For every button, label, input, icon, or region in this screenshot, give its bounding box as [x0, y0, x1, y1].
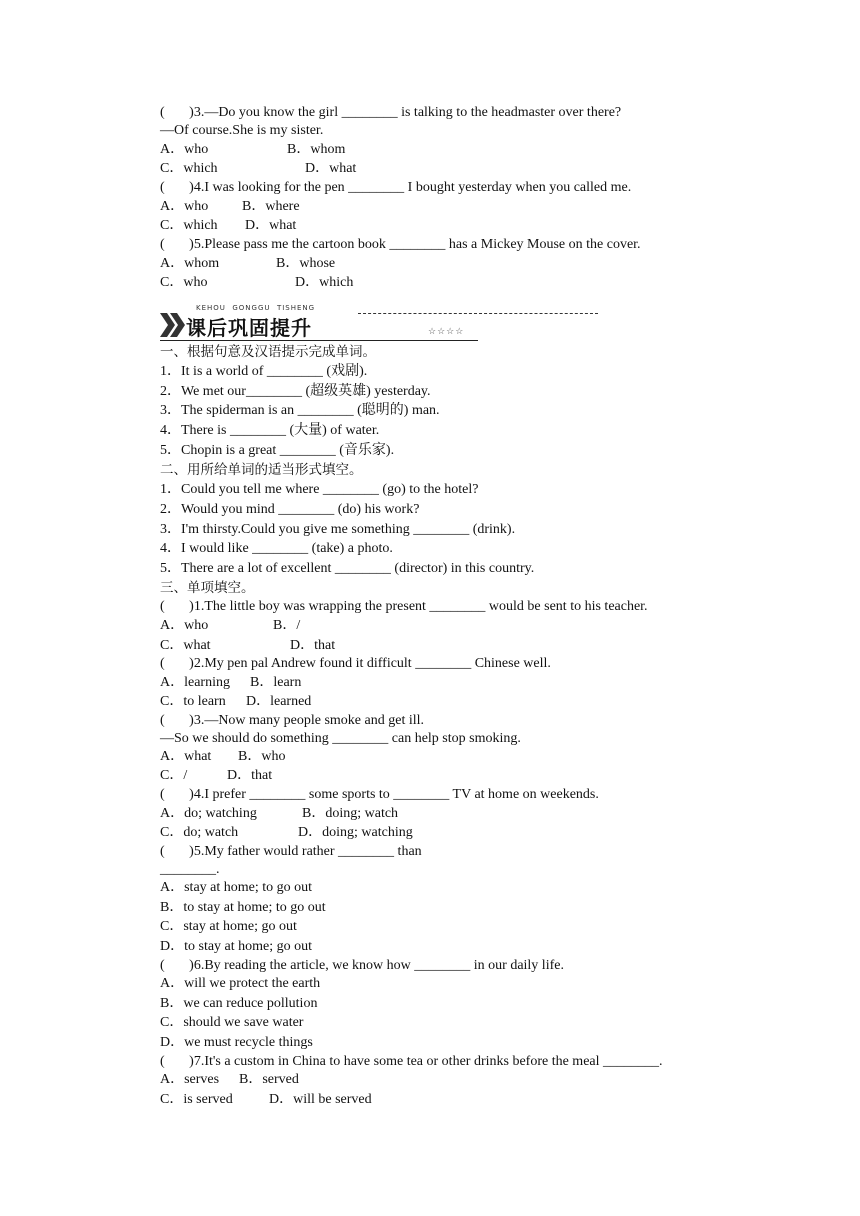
section-1-item-3: 3．The spiderman is an ________ (聪明的) man.	[160, 403, 440, 418]
s3-question-3-stem: ( )3.—Now many people smoke and get ill.	[160, 713, 425, 728]
option-a[interactable]: A．who	[160, 618, 209, 633]
option-a[interactable]: A．who	[160, 142, 209, 157]
option-c[interactable]: C．/	[160, 768, 188, 783]
section-1-item-2: 2．We met our________ (超级英雄) yesterday.	[160, 384, 431, 399]
s3-question-2-stem: ( )2.My pen pal Andrew found it difficult ________ Chinese well.	[160, 656, 551, 671]
option-c[interactable]: C．what	[160, 638, 211, 653]
option-d[interactable]: D．will be served	[269, 1092, 372, 1107]
option-b[interactable]: B．served	[239, 1072, 299, 1087]
question-3-stem: ( )3.—Do you know the girl ________ is talking to the headmaster over there?	[160, 105, 622, 120]
section-2-item-5: 5．There are a lot of excellent ________ (director) in this country.	[160, 561, 535, 576]
section-banner	[160, 304, 480, 344]
option-c[interactable]: C．do; watch	[160, 825, 239, 840]
option-d[interactable]: D．we must recycle things	[160, 1035, 313, 1050]
option-a[interactable]: A．learning	[160, 675, 230, 690]
s3-question-1-stem: ( )1.The little boy was wrapping the present ________ would be sent to his teacher.	[160, 599, 648, 614]
s3-question-4-stem: ( )4.I prefer ________ some sports to ________ TV at home on weekends.	[160, 787, 599, 802]
s3-question-5-stem: ( )5.My father would rather ________ than	[160, 844, 422, 859]
option-a[interactable]: A．do; watching	[160, 806, 257, 821]
option-a[interactable]: A．serves	[160, 1072, 220, 1087]
section-1-item-1: 1．It is a world of ________ (戏剧).	[160, 364, 368, 379]
question-3-dialogue: —Of course.She is my sister.	[160, 123, 324, 138]
option-d[interactable]: D．what	[305, 161, 357, 176]
option-c[interactable]: C．should we save water	[160, 1015, 304, 1030]
banner-underline	[160, 340, 478, 341]
double-chevron-icon	[160, 312, 186, 338]
section-2-item-1: 1．Could you tell me where ________ (go) to the hotel?	[160, 482, 479, 497]
s3-question-6-stem: ( )6.By reading the article, we know how ________ in our daily life.	[160, 958, 564, 973]
section-1-item-4: 4．There is ________ (大量) of water.	[160, 423, 380, 438]
option-b[interactable]: B．learn	[250, 675, 302, 690]
option-a[interactable]: A．will we protect the earth	[160, 976, 321, 991]
option-b[interactable]: B．whose	[276, 256, 336, 271]
option-d[interactable]: D．that	[290, 638, 336, 653]
section-1-heading: 一、根据句意及汉语提示完成单词。	[160, 344, 376, 360]
section-2-item-2: 2．Would you mind ________ (do) his work?	[160, 502, 420, 517]
section-2-item-3: 3．I'm thirsty.Could you give me something ________ (drink).	[160, 522, 516, 537]
section-2-heading: 二、用所给单词的适当形式填空。	[160, 462, 363, 478]
option-b[interactable]: B．who	[238, 749, 286, 764]
s3-question-7-options-row2	[160, 1091, 372, 1145]
question-5-stem: ( )5.Please pass me the cartoon book ________ has a Mickey Mouse on the cover.	[160, 237, 641, 252]
option-c[interactable]: C．to learn	[160, 694, 226, 709]
option-d[interactable]: D．which	[295, 275, 354, 290]
option-a[interactable]: A．whom	[160, 256, 220, 271]
option-d[interactable]: D．learned	[246, 694, 312, 709]
banner-title: 课后巩固提升	[186, 316, 312, 340]
question-4-stem: ( )4.I was looking for the pen ________ I bought yesterday when you called me.	[160, 180, 632, 195]
option-b[interactable]: B．we can reduce pollution	[160, 996, 318, 1011]
option-c[interactable]: C．which	[160, 161, 218, 176]
option-d[interactable]: D．doing; watching	[298, 825, 413, 840]
option-b[interactable]: B．where	[242, 199, 300, 214]
option-c[interactable]: C．stay at home; go out	[160, 919, 297, 934]
option-c[interactable]: C．which	[160, 218, 218, 233]
option-a[interactable]: A．what	[160, 749, 212, 764]
s3-question-7-stem: ( )7.It's a custom in China to have some tea or other drinks before the meal ________.	[160, 1054, 663, 1069]
option-d[interactable]: D．that	[227, 768, 273, 783]
banner-pinyin: KEHOU GONGGU TISHENG	[196, 304, 316, 312]
option-c[interactable]: C．is served	[160, 1092, 233, 1107]
s3-question-3-dialogue: —So we should do something ________ can help stop smoking.	[160, 731, 521, 746]
option-c[interactable]: C．who	[160, 275, 208, 290]
s3-question-5-stem-continued: ________.	[160, 862, 220, 877]
option-d[interactable]: D．what	[245, 218, 297, 233]
option-b[interactable]: B．to stay at home; to go out	[160, 900, 326, 915]
option-b[interactable]: B．/	[273, 618, 301, 633]
option-b[interactable]: B．doing; watch	[302, 806, 399, 821]
option-a[interactable]: A．stay at home; to go out	[160, 880, 313, 895]
section-1-item-5: 5．Chopin is a great ________ (音乐家).	[160, 443, 395, 458]
banner-dashed-line	[358, 313, 598, 314]
option-a[interactable]: A．who	[160, 199, 209, 214]
section-3-heading: 三、单项填空。	[160, 580, 255, 596]
option-b[interactable]: B．whom	[287, 142, 346, 157]
difficulty-stars: ☆☆☆☆	[428, 326, 465, 336]
option-d[interactable]: D．to stay at home; go out	[160, 939, 313, 954]
section-2-item-4: 4．I would like ________ (take) a photo.	[160, 541, 393, 556]
